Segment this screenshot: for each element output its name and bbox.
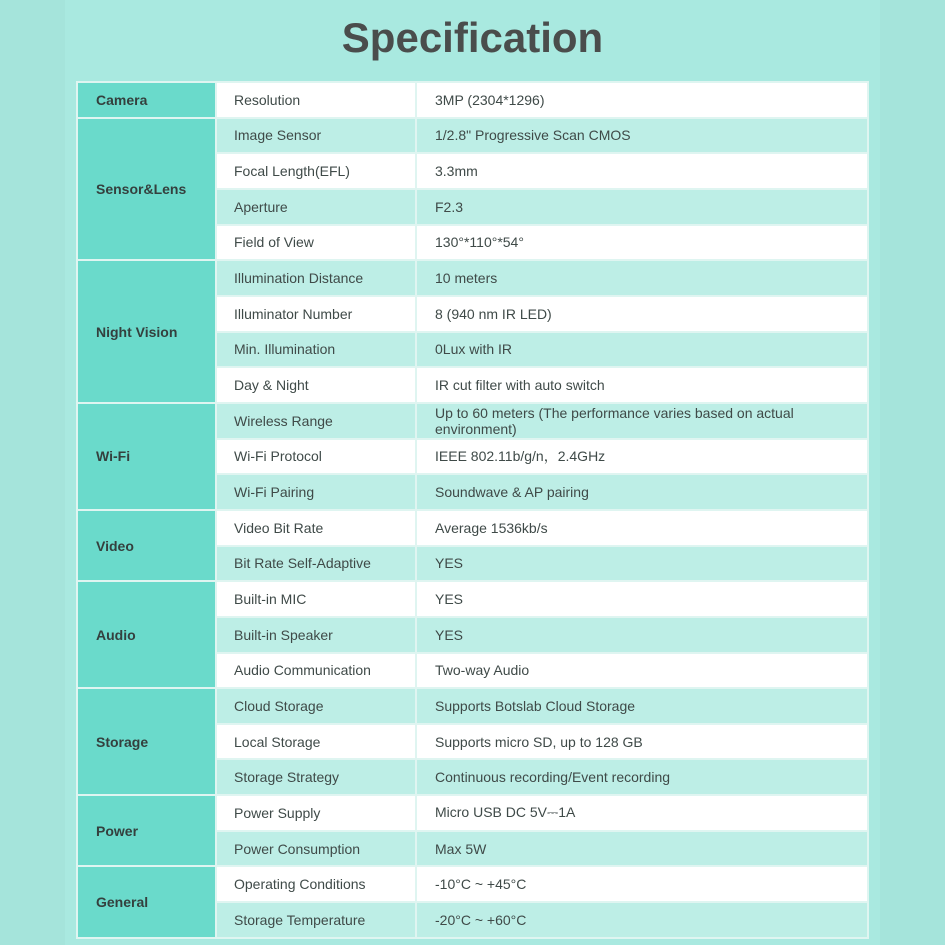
spec-item-label: Illuminator Number [216, 296, 416, 332]
category-cell: Sensor&Lens [77, 118, 216, 261]
category-cell: Camera [77, 82, 216, 118]
spec-item-label: Aperture [216, 189, 416, 225]
spec-item-label: Wi-Fi Pairing [216, 474, 416, 510]
right-side-band [880, 0, 945, 945]
table-row [77, 866, 868, 902]
category-cell: Video [77, 510, 216, 581]
spec-item-value: Continuous recording/Event recording [416, 759, 868, 795]
spec-item-value: -10°C ~ +45°C [416, 866, 868, 902]
spec-item-label: Power Supply [216, 795, 416, 831]
spec-item-value: YES [416, 546, 868, 582]
spec-item-value: 3MP (2304*1296) [416, 82, 868, 118]
category-cell: Power [77, 795, 216, 866]
table-row [77, 260, 868, 296]
spec-item-label: Day & Night [216, 367, 416, 403]
spec-item-value: Average 1536kb/s [416, 510, 868, 546]
spec-item-value: YES [416, 581, 868, 617]
spec-item-label: Min. Illumination [216, 332, 416, 368]
spec-item-value: YES [416, 617, 868, 653]
table-row [77, 403, 868, 439]
spec-item-label: Wi-Fi Protocol [216, 439, 416, 475]
spec-item-label: Built-in Speaker [216, 617, 416, 653]
spec-item-value: Micro USB DC 5V⎓1A [416, 795, 868, 831]
spec-item-value: IEEE 802.11b/g/n，2.4GHz [416, 439, 868, 475]
spec-item-label: Video Bit Rate [216, 510, 416, 546]
spec-item-label: Focal Length(EFL) [216, 153, 416, 189]
table-row [77, 795, 868, 831]
table-row [77, 510, 868, 546]
spec-item-value: IR cut filter with auto switch [416, 367, 868, 403]
spec-item-value: -20°C ~ +60°C [416, 902, 868, 938]
spec-item-label: Storage Temperature [216, 902, 416, 938]
spec-item-label: Storage Strategy [216, 759, 416, 795]
specification-table [76, 81, 869, 939]
spec-item-label: Operating Conditions [216, 866, 416, 902]
spec-item-value: 8 (940 nm IR LED) [416, 296, 868, 332]
spec-item-value: Supports Botslab Cloud Storage [416, 688, 868, 724]
spec-item-label: Resolution [216, 82, 416, 118]
spec-item-value: Up to 60 meters (The performance varies based on actual environment) [416, 403, 868, 439]
spec-item-label: Wireless Range [216, 403, 416, 439]
spec-item-value: 3.3mm [416, 153, 868, 189]
spec-item-value: 0Lux with IR [416, 332, 868, 368]
table-row [77, 581, 868, 617]
table-row [77, 118, 868, 154]
spec-item-value: Max 5W [416, 831, 868, 867]
spec-item-label: Bit Rate Self-Adaptive [216, 546, 416, 582]
spec-item-label: Built-in MIC [216, 581, 416, 617]
spec-item-label: Field of View [216, 225, 416, 261]
spec-item-label: Local Storage [216, 724, 416, 760]
spec-item-value: F2.3 [416, 189, 868, 225]
spec-item-label: Illumination Distance [216, 260, 416, 296]
left-side-band [0, 0, 65, 945]
category-cell: General [77, 866, 216, 937]
spec-item-label: Image Sensor [216, 118, 416, 154]
spec-item-label: Power Consumption [216, 831, 416, 867]
spec-item-value: 10 meters [416, 260, 868, 296]
table-row [77, 688, 868, 724]
spec-item-value: 130°*110°*54° [416, 225, 868, 261]
spec-item-label: Audio Communication [216, 653, 416, 689]
specification-table-body [77, 82, 868, 938]
category-cell: Night Vision [77, 260, 216, 403]
category-cell: Storage [77, 688, 216, 795]
category-cell: Audio [77, 581, 216, 688]
page-title: Specification [341, 14, 604, 61]
spec-item-value: Supports micro SD, up to 128 GB [416, 724, 868, 760]
spec-item-value: 1/2.8" Progressive Scan CMOS [416, 118, 868, 154]
spec-item-label: Cloud Storage [216, 688, 416, 724]
table-row [77, 82, 868, 118]
spec-item-value: Soundwave & AP pairing [416, 474, 868, 510]
category-cell: Wi-Fi [77, 403, 216, 510]
spec-item-value: Two-way Audio [416, 653, 868, 689]
